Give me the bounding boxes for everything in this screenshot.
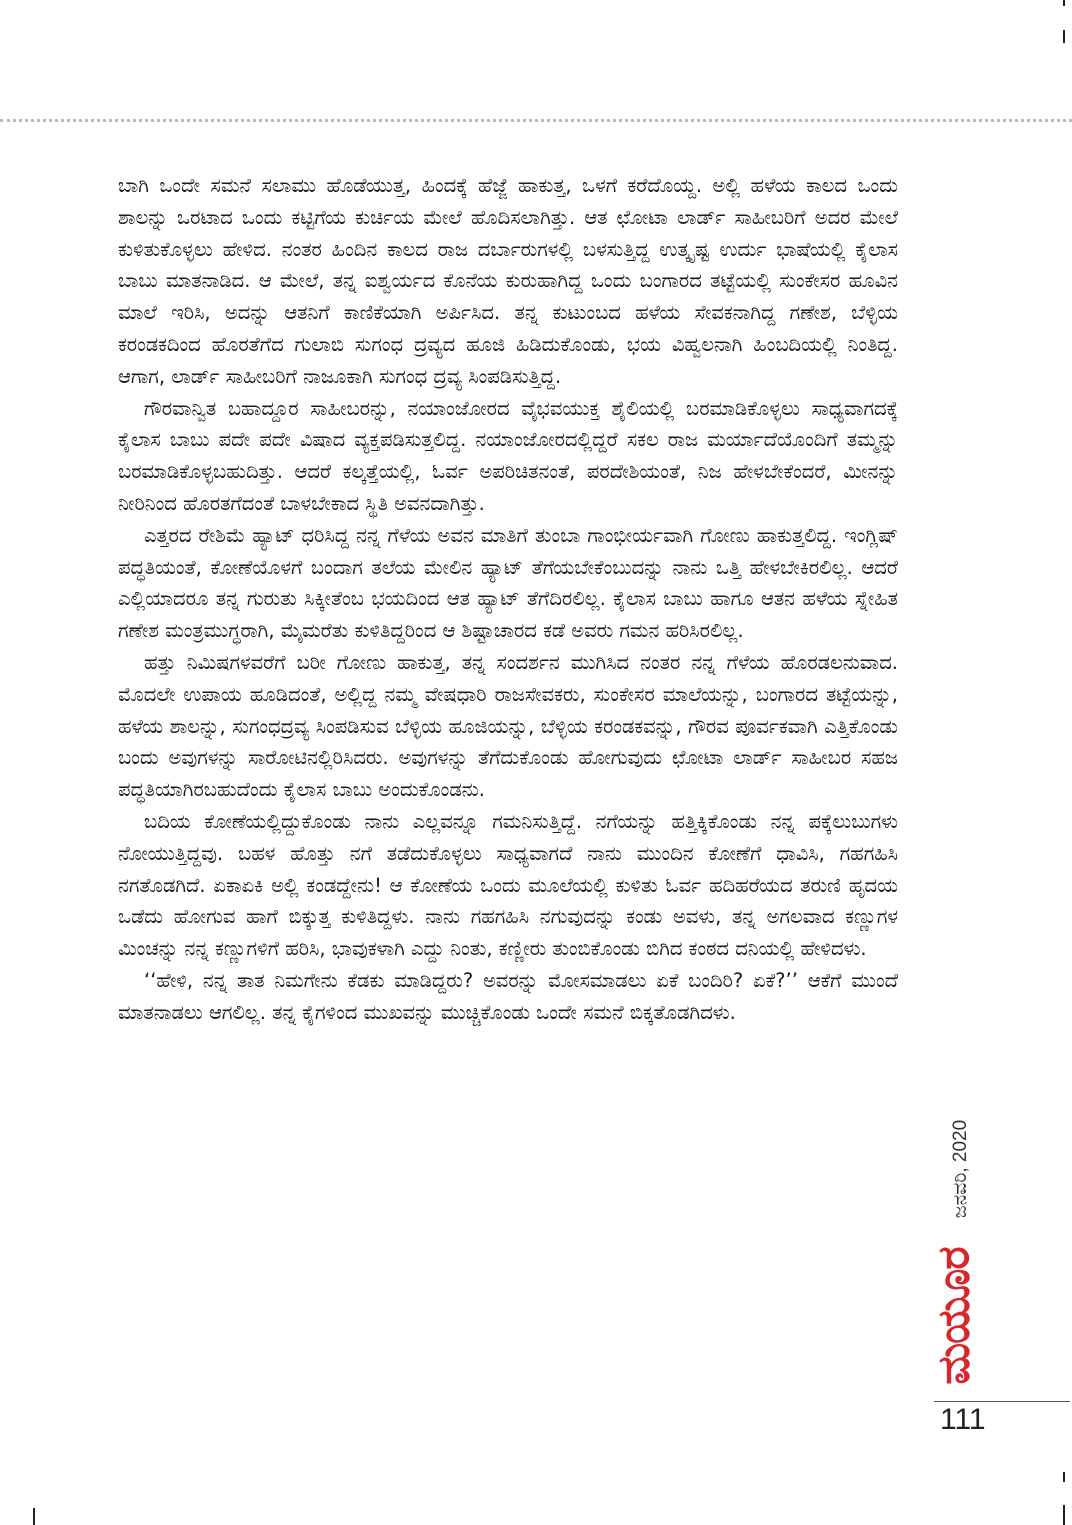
- crop-mark-bottom-right-edge: [1063, 1505, 1065, 1525]
- footer-rule: [934, 1401, 1070, 1402]
- crop-mark-top: [1063, 0, 1065, 6]
- page-number: 111: [940, 1403, 986, 1436]
- article-paragraph: ಹತ್ತು ನಿಮಿಷಗಳವರೆಗೆ ಬರೀ ಗೋಣು ಹಾಕುತ್ತ, ತನ್ನ ಸಂದರ್ಶನ ಮುಗಿಸಿದ ನಂತರ ನನ್ನ ಗೆಳೆಯ ಹೊರಡಲನುವಾದ. ಮೊದಲೇ ಉಪಾಯ ಹೂಡಿದಂತೆ, ಅಲ್ಲಿದ್ದ ನಮ್ಮ ವೇಷಧಾರಿ ರಾಜಸೇವಕರು, ಸುಂಕೇಸರ ಮಾಲೆಯನ್ನು, ಬಂಗಾರದ ತಟ್ಟೆಯನ್ನು, ಹಳೆಯ ಶಾಲನ್ನು, ಸುಗಂಧದ್ರವ್ಯ ಸಿಂಪಡಿಸುವ ಬೆಳ್ಳಿಯ ಹೂಜಿಯನ್ನು, ಬೆಳ್ಳಿಯ ಕರಂಡಕವನ್ನು, ಗೌರವ ಪೂರ್ವಕವಾಗಿ ಎತ್ತಿಕೊಂಡು ಬಂದು ಅವುಗಳನ್ನು ಸಾರೋಟಿನಲ್ಲಿರಿಸಿದರು. ಅವುಗಳನ್ನು ತೆಗೆದುಕೊಂಡು ಹೋಗುವುದು ಛೋಟಾ ಲಾರ್ಡ್ ಸಾಹೀಬರ ಸಹಜ ಪದ್ಧತಿಯಾಗಿರಬಹುದೆಂದು ಕೈಲಾಸ ಬಾಬು ಅಂದುಕೊಂಡನು.: [118, 650, 898, 802]
- article-paragraph: ಗೌರವಾನ್ವಿತ ಬಹಾದ್ದೂರ ಸಾಹೀಬರನ್ನು, ನಯಾಂಜೋರದ ವೈಭವಯುಕ್ತ ಶೈಲಿಯಲ್ಲಿ ಬರಮಾಡಿಕೊಳ್ಳಲು ಸಾಧ್ಯವಾಗದಕ್ಕೆ ಕೈಲಾಸ ಬಾಬು ಪದೇ ಪದೇ ವಿಷಾದ ವ್ಯಕ್ತಪಡಿಸುತ್ತಲಿದ್ದ. ನಯಾಂಜೋರದಲ್ಲಿದ್ದರೆ ಸಕಲ ರಾಜ ಮರ್ಯಾದೆಯೊಂದಿಗೆ ತಮ್ಮನ್ನು ಬರಮಾಡಿಕೊಳ್ಳಬಹುದಿತ್ತು. ಆದರೆ ಕಲ್ಕತ್ತೆಯಲ್ಲಿ, ಓರ್ವ ಅಪರಿಚಿತನಂತೆ, ಪರದೇಶಿಯಂತೆ, ನಿಜ ಹೇಳಬೇಕೆಂದರೆ, ಮೀನನ್ನು ನೀರಿನಿಂದ ಹೊರತಗೆದಂತೆ ಬಾಳಬೇಕಾದ ಸ್ಥಿತಿ ಅವನದಾಗಿತ್ತು.: [118, 396, 898, 515]
- article-paragraph: ‘‘ಹೇಳಿ, ನನ್ನ ತಾತ ನಿಮಗೇನು ಕೆಡಕು ಮಾಡಿದ್ದರು? ಅವರನ್ನು ಮೋಸಮಾಡಲು ಏಕೆ ಬಂದಿರಿ? ಏಕೆ?’’ ಆಕೆಗೆ ಮುಂದೆ ಮಾತನಾಡಲು ಆಗಲಿಲ್ಲ. ತನ್ನ ಕೈಗಳಿಂದ ಮುಖವನ್ನು ಮುಚ್ಚಿಕೊಂಡು ಒಂದೇ ಸಮನೆ ಬಿಕ್ಕತೊಡಗಿದಳು.: [118, 968, 898, 1024]
- magazine-logo-text: ಮಯೂರ: [928, 1247, 980, 1385]
- crop-mark-top-right: [1063, 30, 1065, 43]
- article-body: [118, 170, 898, 1029]
- article-paragraph: ಎತ್ತರದ ರೇಶಿಮೆ ಹ್ಯಾಟ್ ಧರಿಸಿದ್ದ ನನ್ನ ಗೆಳೆಯ ಅವನ ಮಾತಿಗೆ ತುಂಬಾ ಗಾಂಭೀರ್ಯವಾಗಿ ಗೋಣು ಹಾಕುತ್ತಲಿದ್ದ. ಇಂಗ್ಲಿಷ್ ಪದ್ಧತಿಯಂತೆ, ಕೋಣೆಯೊಳಗೆ ಬಂದಾಗ ತಲೆಯ ಮೇಲಿನ ಹ್ಯಾಟ್ ತೆಗೆಯಬೇಕೆಂಬುದನ್ನು ನಾನು ಒತ್ತಿ ಹೇಳಬೇಕಿರಲಿಲ್ಲ. ಆದರೆ ಎಲ್ಲಿಯಾದರೂ ತನ್ನ ಗುರುತು ಸಿಕ್ಕೀತೆಂಬ ಭಯದಿಂದ ಆತ ಹ್ಯಾಟ್ ತೆಗೆದಿರಲಿಲ್ಲ. ಕೈಲಾಸ ಬಾಬು ಹಾಗೂ ಆತನ ಹಳೆಯ ಸ್ನೇಹಿತ ಗಣೇಶ ಮಂತ್ರಮುಗ್ಧರಾಗಿ, ಮೈಮರೆತು ಕುಳಿತಿದ್ದರಿಂದ ಆ ಶಿಷ್ಟಾಚಾರದ ಕಡೆ ಅವರು ಗಮನ ಹರಿಸಿರಲಿಲ್ಲ.: [118, 523, 898, 643]
- article-paragraph: ಬಾಗಿ ಒಂದೇ ಸಮನೆ ಸಲಾಮು ಹೊಡೆಯುತ್ತ, ಹಿಂದಕ್ಕೆ ಹೆಜ್ಜೆ ಹಾಕುತ್ತ, ಒಳಗೆ ಕರೆದೊಯ್ದ. ಅಲ್ಲಿ ಹಳೆಯ ಕಾಲದ ಒಂದು ಶಾಲನ್ನು ಒರಟಾದ ಒಂದು ಕಟ್ಟಿಗೆಯ ಕುರ್ಚಿಯ ಮೇಲೆ ಹೊದಿಸಲಾಗಿತ್ತು. ಆತ ಛೋಟಾ ಲಾರ್ಡ್ ಸಾಹೀಬರಿಗೆ ಅದರ ಮೇಲೆ ಕುಳಿತುಕೊಳ್ಳಲು ಹೇಳಿದ. ನಂತರ ಹಿಂದಿನ ಕಾಲದ ರಾಜ ದರ್ಬಾರುಗಳಲ್ಲಿ ಬಳಸುತ್ತಿದ್ದ ಉತ್ಕೃಷ್ಟ ಉರ್ದು ಭಾಷೆಯಲ್ಲಿ ಕೈಲಾಸ ಬಾಬು ಮಾತನಾಡಿದ. ಆ ಮೇಲೆ, ತನ್ನ ಐಶ್ವರ್ಯದ ಕೊನೆಯ ಕುರುಹಾಗಿದ್ದ ಒಂದು ಬಂಗಾರದ ತಟ್ಟೆಯಲ್ಲಿ ಸುಂಕೇಸರ ಹೂವಿನ ಮಾಲೆ ಇರಿಸಿ, ಅದನ್ನು ಆತನಿಗೆ ಕಾಣಿಕೆಯಾಗಿ ಅರ್ಪಿಸಿದ. ತನ್ನ ಕುಟುಂಬದ ಹಳೆಯ ಸೇವಕನಾಗಿದ್ದ ಗಣೇಶ, ಬೆಳ್ಳಿಯ ಕರಂಡಕದಿಂದ ಹೊರತೆಗೆದ ಗುಲಾಬಿ ಸುಗಂಧ ದ್ರವ್ಯದ ಹೂಜಿ ಹಿಡಿದುಕೊಂಡು, ಭಯ ವಿಹ್ವಲನಾಗಿ ಹಿಂಬದಿಯಲ್ಲಿ ನಿಂತಿದ್ದ. ಆಗಾಗ, ಲಾರ್ಡ್ ಸಾಹೀಬರಿಗೆ ನಾಜೂಕಾಗಿ ಸುಗಂಧ ದ್ರವ್ಯ ಸಿಂಪಡಿಸುತ್ತಿದ್ದ.: [118, 174, 898, 388]
- crop-mark-bottom-right: [1063, 1472, 1065, 1482]
- crop-mark-bottom-left: [33, 1508, 35, 1525]
- issue-date: [946, 1104, 976, 1234]
- issue-date-text: ಜನವರಿ, 2020: [950, 1119, 971, 1219]
- header-dotted-rule: [0, 119, 1072, 122]
- magazine-logo: [926, 1242, 982, 1390]
- article-paragraph: ಬದಿಯ ಕೋಣೆಯಲ್ಲಿದ್ದುಕೊಂಡು ನಾನು ಎಲ್ಲವನ್ನೂ ಗಮನಿಸುತ್ತಿದ್ದೆ. ನಗೆಯನ್ನು ಹತ್ತಿಕ್ಕಿಕೊಂಡು ನನ್ನ ಪಕ್ಕೆಲುಬುಗಳು ನೋಯುತ್ತಿದ್ದವು. ಬಹಳ ಹೊತ್ತು ನಗೆ ತಡೆದುಕೊಳ್ಳಲು ಸಾಧ್ಯವಾಗದೆ ನಾನು ಮುಂದಿನ ಕೋಣೆಗೆ ಧಾವಿಸಿ, ಗಹಗಹಿಸಿ ನಗತೊಡಗಿದೆ. ಏಕಾಏಕಿ ಅಲ್ಲಿ ಕಂಡದ್ದೇನು! ಆ ಕೋಣೆಯ ಒಂದು ಮೂಲೆಯಲ್ಲಿ ಕುಳಿತು ಓರ್ವ ಹದಿಹರೆಯದ ತರುಣಿ ಹೃದಯ ಒಡೆದು ಹೋಗುವ ಹಾಗೆ ಬಿಕ್ಕುತ್ತ ಕುಳಿತಿದ್ದಳು. ನಾನು ಗಹಗಹಿಸಿ ನಗುವುದನ್ನು ಕಂಡು ಅವಳು, ತನ್ನ ಅಗಲವಾದ ಕಣ್ಣುಗಳ ಮಿಂಚನ್ನು ನನ್ನ ಕಣ್ಣುಗಳಿಗೆ ಹರಿಸಿ, ಭಾವುಕಳಾಗಿ ಎದ್ದು ನಿಂತು, ಕಣ್ಣೀರು ತುಂಬಿಕೊಂಡು ಬಿಗಿದ ಕಂಠದ ದನಿಯಲ್ಲಿ ಹೇಳಿದಳು.: [118, 809, 898, 961]
